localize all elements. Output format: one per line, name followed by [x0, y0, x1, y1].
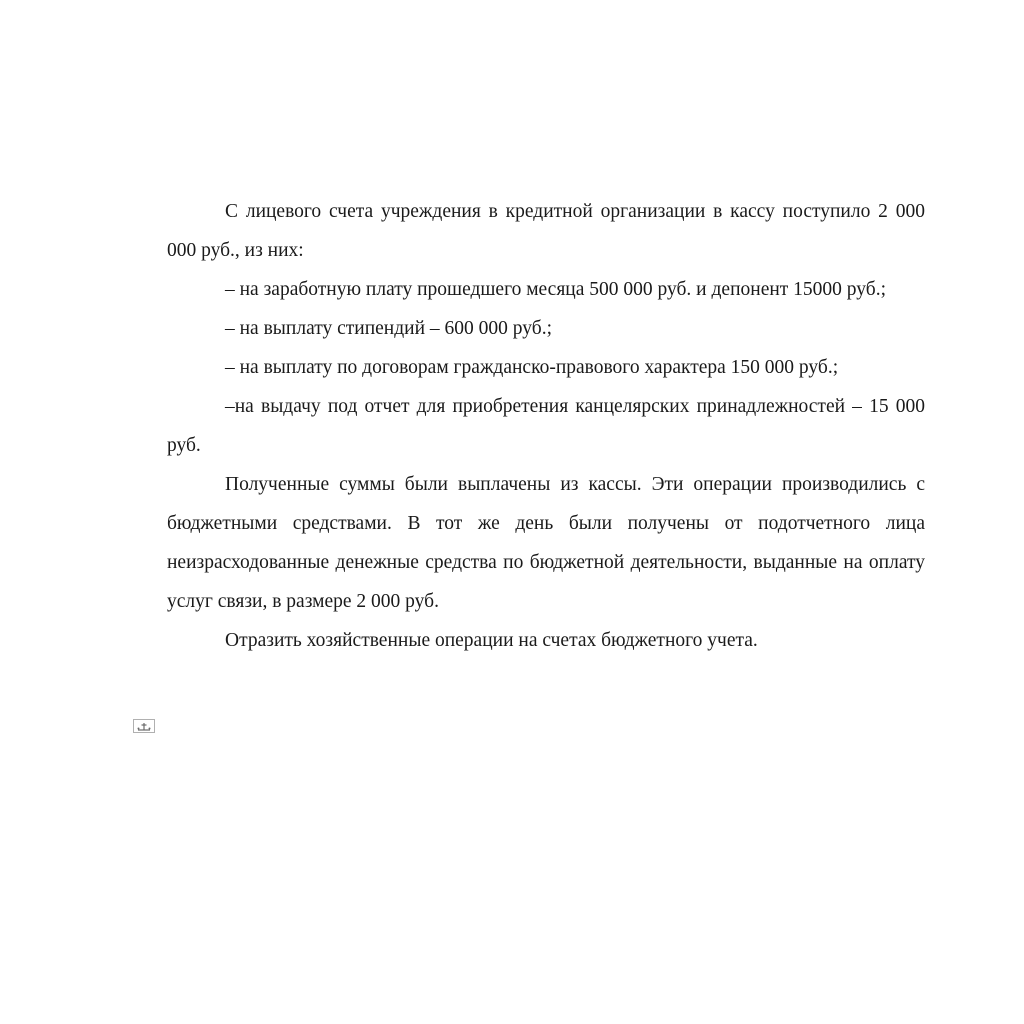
- paragraph-civil-contracts: – на выплату по договорам гражданско-правового характера 150 000 руб.;: [225, 357, 839, 378]
- paragraph-anchor-icon[interactable]: [133, 719, 155, 733]
- paragraph-payments-summary: Полученные суммы были выплачены из кассы. Эти операции производились с бюджетными средствами. В тот же день были получены от подотчетного лица неизрасходованные денежные средства по бюджетной деятельности, выданные на оплату услуг связи, в размере 2 000 руб.: [167, 474, 925, 612]
- document-body: [167, 192, 925, 660]
- paragraph-stationery-advance: –на выдачу под отчет для приобретения канцелярских принадлежностей – 15 000 руб.: [167, 396, 925, 456]
- paragraph-stipends: – на выплату стипендий – 600 000 руб.;: [225, 318, 552, 339]
- paragraph-cash-receipt: С лицевого счета учреждения в кредитной организации в кассу поступило 2 000 000 руб., из них:: [167, 201, 925, 261]
- paragraph-task: Отразить хозяйственные операции на счетах бюджетного учета.: [225, 630, 758, 651]
- paragraph-salary: – на заработную плату прошедшего месяца 500 000 руб. и депонент 15000 руб.;: [225, 279, 887, 300]
